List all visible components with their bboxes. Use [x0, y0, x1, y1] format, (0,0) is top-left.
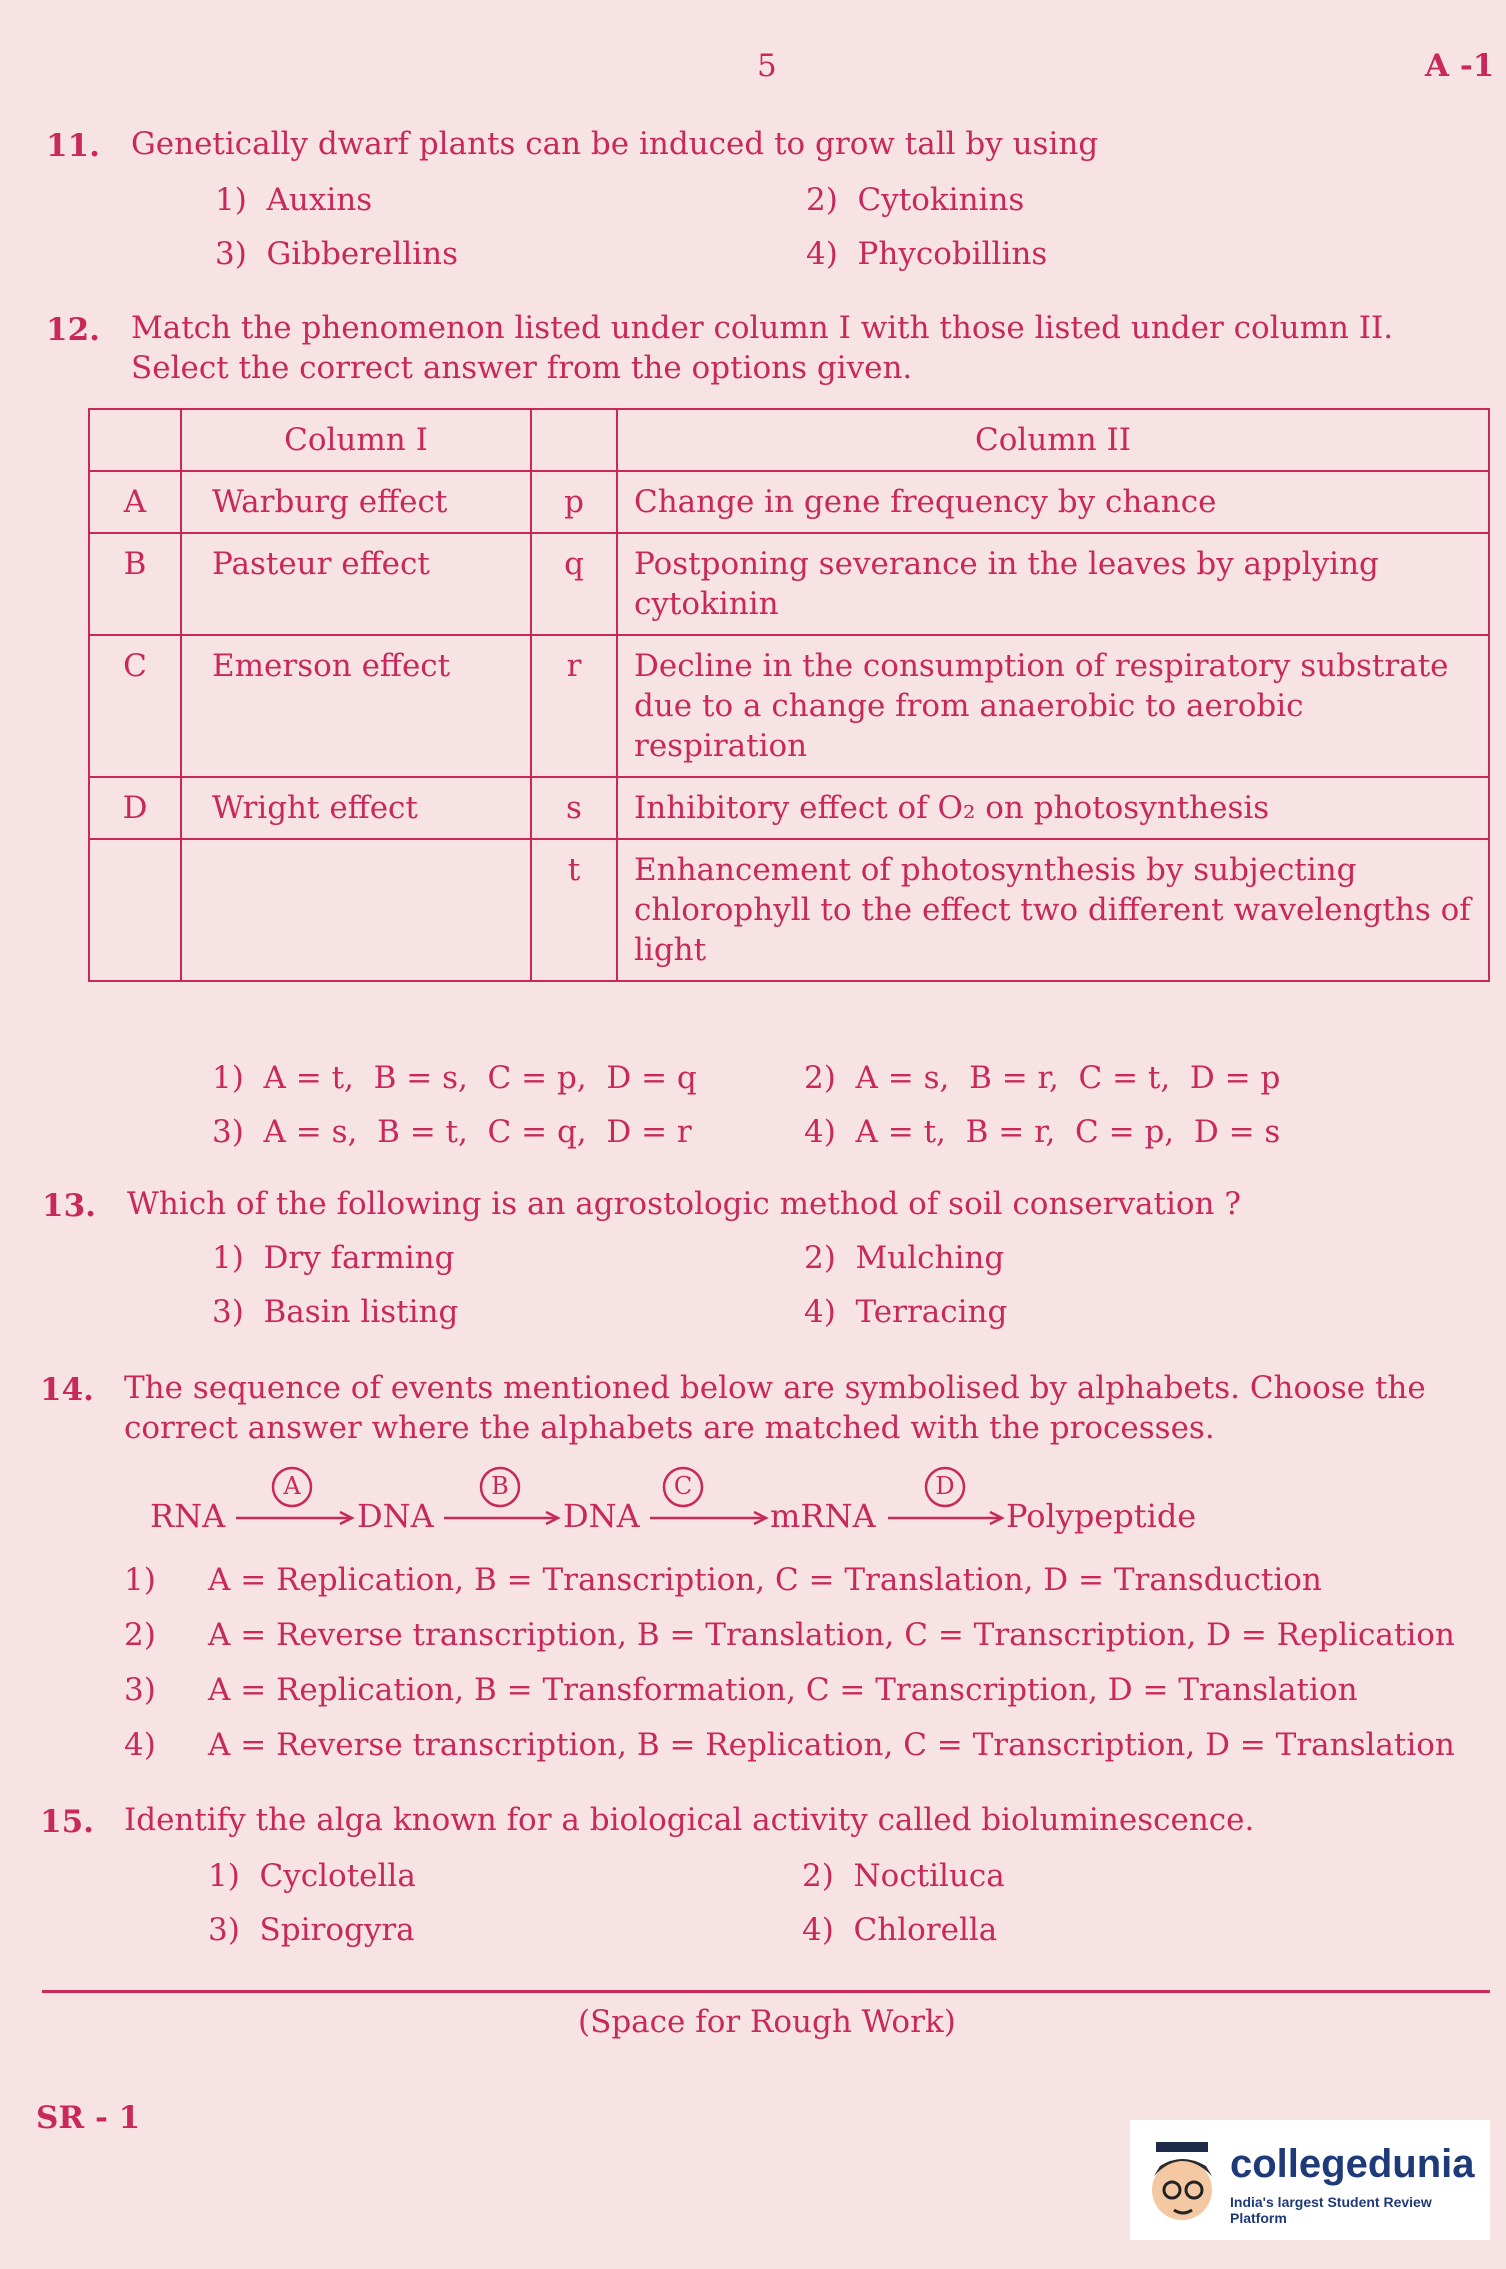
- option-4: A = Reverse transcription, B = Replication, C = Transcription, D = Translation: [208, 1727, 1455, 1763]
- column-ii-cell: Change in gene frequency by chance: [617, 471, 1489, 533]
- flow-node-rna: RNA: [150, 1497, 226, 1535]
- row-key: r: [531, 635, 617, 777]
- column-ii-cell: Inhibitory effect of O₂ on photosynthesis: [617, 777, 1489, 839]
- option-2: 2) Cytokinins: [806, 182, 1025, 218]
- option-4: 4) Phycobillins: [806, 236, 1048, 272]
- question-text: Identify the alga known for a biological activity called bioluminescence.: [124, 1802, 1255, 1838]
- option-1: 1) A = t, B = s, C = p, D = q: [212, 1060, 697, 1096]
- option-3: 3) Basin listing: [212, 1294, 459, 1330]
- page-number: 5: [757, 48, 777, 84]
- option-1: 1) Cyclotella: [208, 1858, 416, 1894]
- row-letter: A: [89, 471, 181, 533]
- row-key: p: [531, 471, 617, 533]
- option-number: 3): [124, 1672, 156, 1708]
- option-4: 4) Chlorella: [802, 1912, 998, 1948]
- flow-node-dna: DNA: [563, 1497, 640, 1535]
- logo-tagline: India's largest Student Review Platform: [1230, 2194, 1432, 2226]
- set-code: SR - 1: [36, 2100, 141, 2136]
- logo-name: collegedunia: [1230, 2142, 1475, 2186]
- option-1: A = Replication, B = Transcription, C = Translation, D = Transduction: [208, 1562, 1322, 1598]
- option-2: 2) Mulching: [804, 1240, 1005, 1276]
- option-number: 2): [124, 1617, 156, 1653]
- column-ii-header: Column II: [617, 409, 1489, 471]
- option-1: 1) Dry farming: [212, 1240, 455, 1276]
- flow-label-b: B: [491, 1472, 509, 1500]
- row-letter: B: [89, 533, 181, 635]
- row-letter: D: [89, 777, 181, 839]
- option-3: 3) Spirogyra: [208, 1912, 415, 1948]
- question-number: 12.: [46, 312, 100, 348]
- row-letter: C: [89, 635, 181, 777]
- flow-node-polypeptide: Polypeptide: [1006, 1497, 1197, 1535]
- flow-node-dna: DNA: [357, 1497, 434, 1535]
- question-number: 11.: [46, 128, 100, 164]
- question-text: The sequence of events mentioned below are symbolised by alphabets. Choose the correct answer where the alphabets are matched with the processes.: [124, 1370, 1426, 1446]
- collegedunia-logo: [1130, 2120, 1490, 2240]
- column-ii-cell: Postponing severance in the leaves by applying cytokinin: [617, 533, 1489, 635]
- question-number: 15.: [40, 1804, 94, 1840]
- column-ii-cell: Decline in the consumption of respiratory substrate due to a change from anaerobic to aerobic respiration: [617, 635, 1489, 777]
- flow-label-a: A: [283, 1472, 301, 1500]
- flow-label-c: C: [673, 1472, 693, 1500]
- option-3: A = Replication, B = Transformation, C = Transcription, D = Translation: [208, 1672, 1358, 1708]
- flow-node-mrna: mRNA: [770, 1497, 876, 1535]
- option-number: 1): [124, 1562, 156, 1598]
- footer-divider: [42, 1990, 1490, 1993]
- question-number: 14.: [40, 1372, 94, 1408]
- option-1: 1) Auxins: [215, 182, 373, 218]
- option-4: 4) Terracing: [804, 1294, 1008, 1330]
- flow-label-d: D: [935, 1472, 955, 1500]
- paper-code: A -1: [1425, 48, 1495, 84]
- question-text: Match the phenomenon listed under column I with those listed under column II. Select the correct answer from the options given.: [131, 310, 1394, 386]
- option-3: 3) Gibberellins: [215, 236, 459, 272]
- option-2: A = Reverse transcription, B = Translation, C = Transcription, D = Replication: [208, 1617, 1455, 1653]
- row-key: q: [531, 533, 617, 635]
- column-i-header: Column I: [181, 409, 531, 471]
- option-3: 3) A = s, B = t, C = q, D = r: [212, 1114, 692, 1150]
- question-text: Which of the following is an agrostologic method of soil conservation ?: [127, 1186, 1241, 1222]
- option-2: 2) A = s, B = r, C = t, D = p: [804, 1060, 1281, 1096]
- row-key: t: [531, 839, 617, 981]
- column-ii-cell: Enhancement of photosynthesis by subjecting chlorophyll to the effect two different wavelengths of light: [617, 839, 1489, 981]
- rough-work-label: (Space for Rough Work): [578, 2004, 956, 2040]
- option-number: 4): [124, 1727, 156, 1763]
- option-4: 4) A = t, B = r, C = p, D = s: [804, 1114, 1281, 1150]
- option-2: 2) Noctiluca: [802, 1858, 1005, 1894]
- question-number: 13.: [42, 1188, 96, 1224]
- row-key: s: [531, 777, 617, 839]
- column-i-cell: Warburg effect: [181, 471, 531, 533]
- question-text: Genetically dwarf plants can be induced to grow tall by using: [131, 126, 1099, 162]
- column-i-cell: Emerson effect: [181, 635, 531, 777]
- column-i-cell: Pasteur effect: [181, 533, 531, 635]
- mascot-icon: [1142, 2132, 1224, 2232]
- column-i-cell: Wright effect: [181, 777, 531, 839]
